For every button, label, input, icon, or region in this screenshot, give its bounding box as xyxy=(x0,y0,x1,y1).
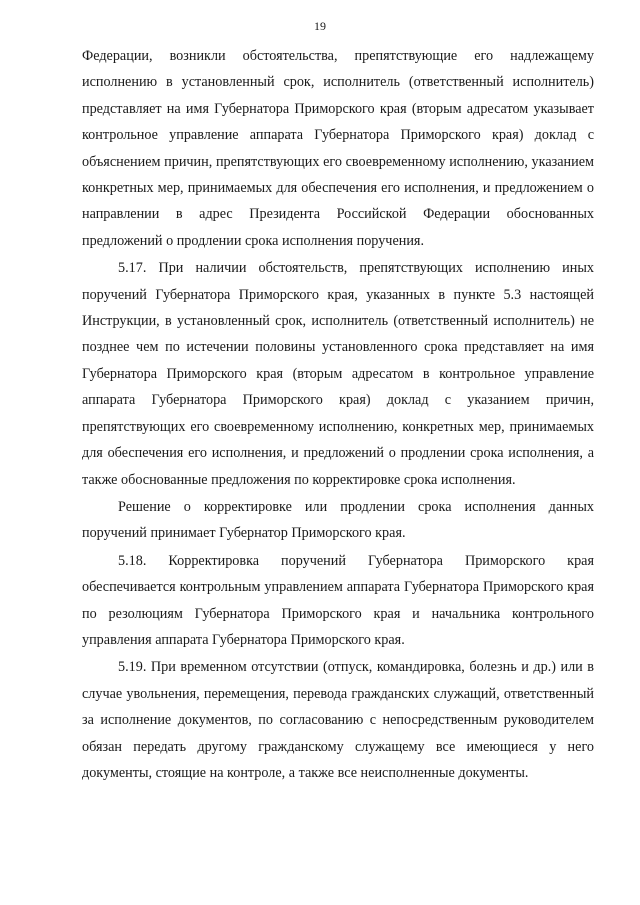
paragraph-clause-5-19: 5.19. При временном отсутствии (отпуск, командировка, болезнь и др.) или в случае увольнения, перемещения, перевода гражданских служащий, ответственный за исполнение документов, по согласованию с непосредственным руководителем обязан передать другому гражданскому служащему все имеющиеся у него документы, стоящие на контроле, а также все неисполненные документы. xyxy=(82,659,594,781)
page-number: 19 xyxy=(314,19,326,33)
paragraph-clause-5-17-decision: Решение о корректировке или продлении срока исполнения данных поручений принимает Губернатор Приморского края. xyxy=(82,498,594,542)
paragraph-clause-5-17: 5.17. При наличии обстоятельств, препятствующих исполнению иных поручений Губернатора Приморского края, указанных в пункте 5.3 настоящей Инструкции, в установленный срок, исполнитель (ответственный исполнитель) не позднее чем по истечении половины установленного срока представляет на имя Губернатора Приморского края (вторым адресатом в контрольное управление аппарата Губернатора Приморского края) доклад с указанием причин, препятствующих его своевременному исполнению, конкретных мер, принимаемых для обеспечения его исполнения, и предложений о продлении срока исполнения, а также обоснованные предложения по корректировке срока исполнения. xyxy=(82,260,594,488)
document-body xyxy=(82,43,594,786)
paragraph-clause-5-18: 5.18. Корректировка поручений Губернатора Приморского края обеспечивается контрольным управлением аппарата Губернатора Приморского края по резолюциям Губернатора Приморского края и начальника контрольного управления аппарата Губернатора Приморского края. xyxy=(82,552,594,648)
paragraph-continuation: Федерации, возникли обстоятельства, препятствующие его надлежащему исполнению в установленный срок, исполнитель (ответственный исполнитель) представляет на имя Губернатора Приморского края (вторым адресатом указывает контрольное управление аппарата Губернатора Приморского края) доклад с объяснением причин, препятствующих его своевременному исполнению, указанием конкретных мер, принимаемых для обеспечения его исполнения, и предложением о направлении в адрес Президента Российской Федерации обоснованных предложений о продлении срока исполнения поручения. xyxy=(82,48,594,249)
